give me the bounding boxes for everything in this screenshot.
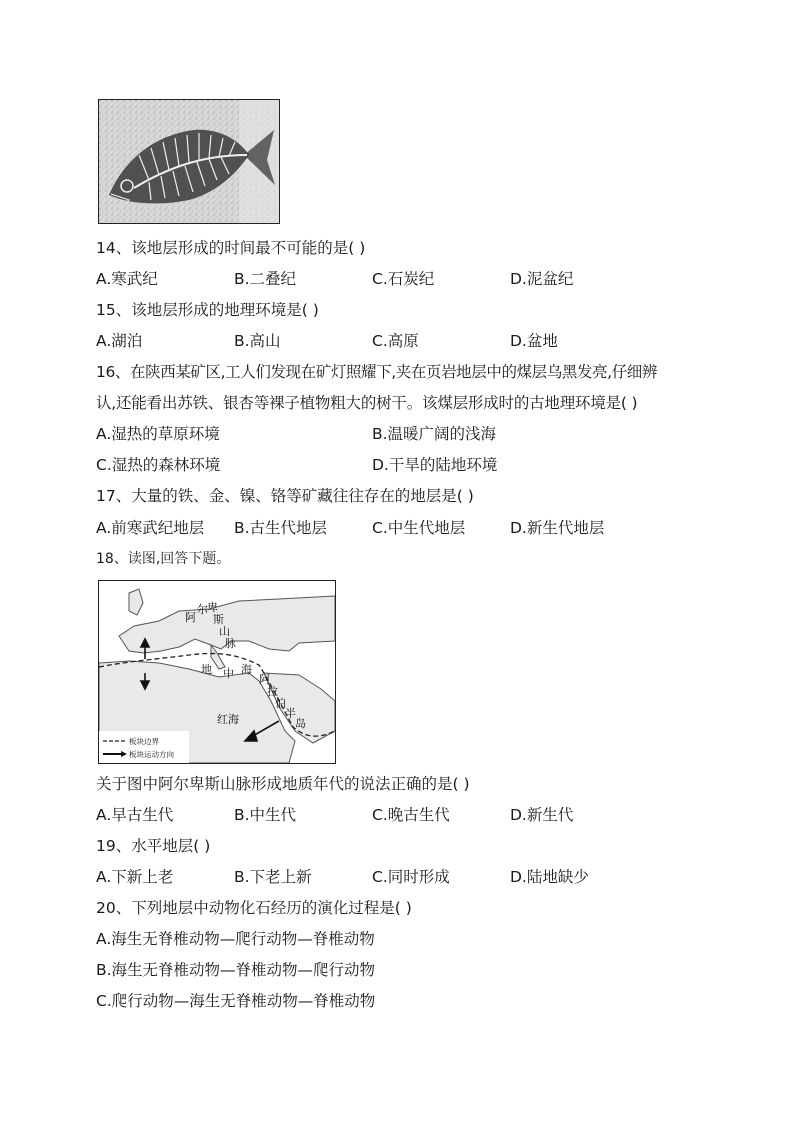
q15-option-b: B.高山: [234, 332, 281, 350]
alps-char-3: 卑: [207, 601, 218, 614]
alps-char-6: 脉: [225, 637, 236, 650]
q17-option-c: C.中生代地层: [372, 519, 466, 537]
med-char-3: 海: [241, 663, 252, 676]
q19-option-a: A.下新上老: [96, 868, 174, 886]
tectonic-map: [98, 580, 336, 764]
arabia-char-2: 拉: [267, 685, 278, 698]
q17-option-d: D.新生代地层: [510, 519, 605, 537]
question-15-stem: 15、该地层形成的地理环境是( ): [96, 301, 319, 319]
q16-option-c: C.湿热的森林环境: [96, 456, 221, 474]
question-14-stem: 14、该地层形成的时间最不可能的是( ): [96, 239, 366, 257]
q20-option-b: B.海生无脊椎动物—脊椎动物—爬行动物: [96, 961, 376, 979]
q18-option-a: A.早古生代: [96, 806, 174, 824]
legend-boundary-label: 板块边界: [129, 737, 159, 746]
alps-char-1: 阿: [185, 611, 196, 624]
arabia-char-4: 半: [285, 707, 296, 720]
q16-option-b: B.温暖广阔的浅海: [372, 425, 497, 443]
q17-option-b: B.古生代地层: [234, 519, 328, 537]
q17-option-a: A.前寒武纪地层: [96, 519, 205, 537]
q18-option-d: D.新生代: [510, 806, 574, 824]
legend-motion-label: 板块运动方向: [129, 750, 174, 759]
question-18-stem: 18、读图,回答下题。: [96, 551, 231, 567]
question-16-stem-line1: 16、在陕西某矿区,工人们发现在矿灯照耀下,夹在页岩地层中的煤层乌黑发亮,仔细辨: [96, 363, 658, 381]
q19-option-c: C.同时形成: [372, 868, 450, 886]
question-18-text: 关于图中阿尔卑斯山脉形成地质年代的说法正确的是( ): [96, 775, 470, 793]
q20-option-c: C.爬行动物—海生无脊椎动物—脊椎动物: [96, 992, 376, 1010]
tectonic-map-drawing: [99, 581, 335, 763]
q18-option-b: B.中生代: [234, 806, 297, 824]
q15-option-d: D.盆地: [510, 332, 558, 350]
question-17-stem: 17、大量的铁、金、镍、铬等矿藏往往存在的地层是( ): [96, 487, 474, 505]
question-16-stem-line2: 认,还能看出苏铁、银杏等裸子植物粗大的树干。该煤层形成时的古地理环境是( ): [96, 394, 638, 412]
q16-option-a: A.湿热的草原环境: [96, 425, 220, 443]
q15-option-a: A.湖泊: [96, 332, 143, 350]
q14-option-a: A.寒武纪: [96, 270, 158, 288]
med-char-2: 中: [223, 667, 234, 680]
alps-char-4: 斯: [213, 613, 224, 626]
q19-option-b: B.下老上新: [234, 868, 312, 886]
q14-option-c: C.石炭纪: [372, 270, 435, 288]
q20-option-a: A.海生无脊椎动物—爬行动物—脊椎动物: [96, 930, 375, 948]
fish-fossil-image: [98, 99, 280, 224]
question-20-stem: 20、下列地层中动物化石经历的演化过程是( ): [96, 899, 412, 917]
q19-option-d: D.陆地缺少: [510, 868, 589, 886]
q14-option-b: B.二叠纪: [234, 270, 297, 288]
med-char-1: 地: [201, 663, 212, 676]
fish-fossil-drawing: [99, 100, 279, 223]
q18-option-c: C.晚古生代: [372, 806, 450, 824]
alps-char-5: 山: [219, 625, 230, 638]
q14-option-d: D.泥盆纪: [510, 270, 574, 288]
arabia-char-3: 伯: [275, 697, 286, 710]
alps-char-2: 尔: [197, 603, 208, 616]
q15-option-c: C.高原: [372, 332, 419, 350]
red-sea-label: 红海: [217, 713, 239, 726]
q16-option-d: D.干旱的陆地环境: [372, 456, 498, 474]
question-19-stem: 19、水平地层( ): [96, 837, 211, 855]
arabia-char-5: 岛: [295, 717, 306, 730]
arabia-char-1: 阿: [259, 673, 270, 686]
